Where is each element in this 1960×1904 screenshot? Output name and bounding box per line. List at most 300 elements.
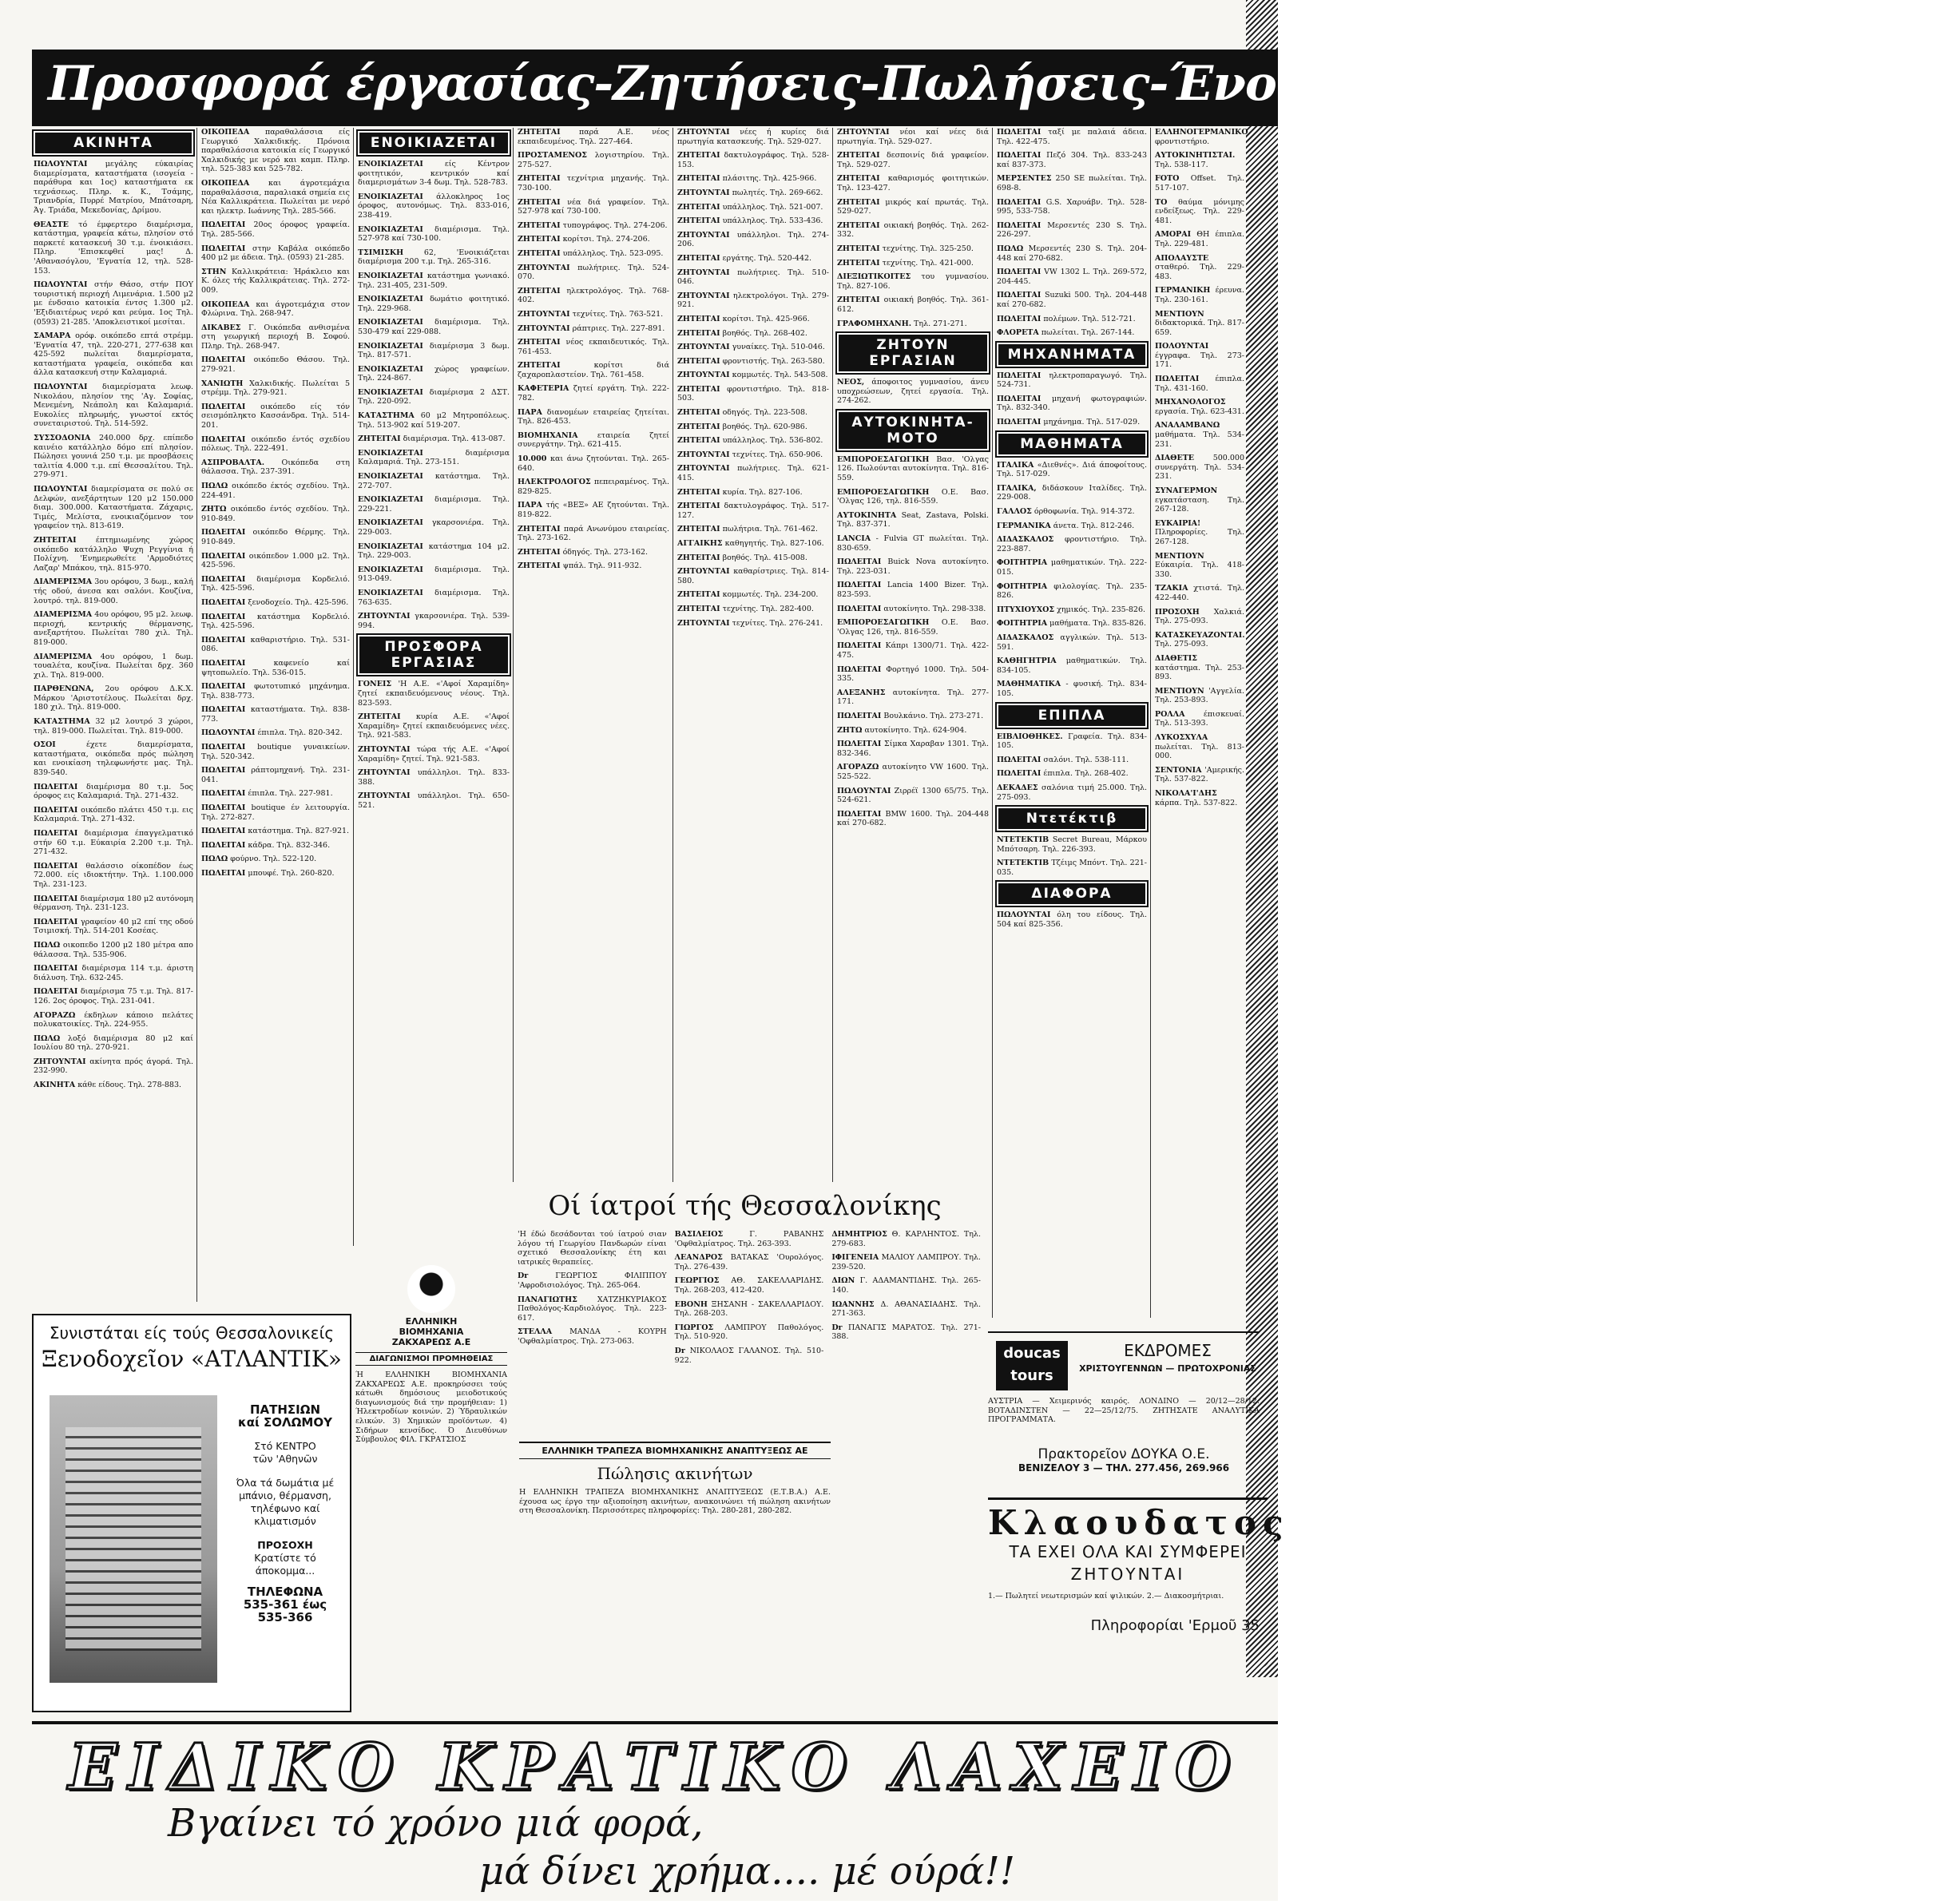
classified-ad: ΠΩΛΕΙΤΑΙ μπουφέ. Τηλ. 260-820. — [201, 869, 335, 878]
classified-ad: ΖΗΤΕΙΤΑΙ έπτημιωμένης χώρος οικόπεδο κατάλληλο Ψυχη Ρεγγίνια ή Πολίχνη. 'Ενημερωθείτε 'Αρμοδιότες Λαζαρ' Μπάκου, τηλ. 815-970. — [34, 535, 193, 573]
classified-ad: ΠΤΥΧΙΟΥΧΟΣ χημικός. Τηλ. 235-826. — [997, 605, 1146, 614]
column-oikopeda — [201, 128, 350, 1302]
classified-ad: ΠΩΛΕΙΤΑΙ οικόπεδο Θέρμης. Τηλ. 910-849. — [201, 528, 350, 546]
classified-ad: ΖΗΤΕΙΤΑΙ κορίτσι διά ζαχαροπλαστείον. Τηλ. 761-458. — [518, 361, 669, 379]
classified-ad: ΠΩΛΟΥΝΤΑΙ όλη του είδους. Τηλ. 504 καί 825-356. — [997, 910, 1147, 930]
classified-ad: ΖΗΤΕΙΤΑΙ οδηγός. Τηλ. 223-508. — [677, 408, 808, 418]
classified-ad: ΗΛΕΚΤΡΟΛΟΓΟΣ πεπειραμένος. Τηλ. 829-825. — [518, 478, 669, 496]
classified-ad: ΠΩΛΕΙΤΑΙ στην Καβάλα οικόπεδο 400 μ2 με άδεια. Τηλ. (0593) 21-285. — [201, 244, 350, 263]
classified-ad: ΖΗΤΕΙΤΑΙ οικιακή βοηθός. Τηλ. 262-332. — [837, 220, 989, 240]
classified-ad: ΒΑΣΙΛΕΙΟΣ Γ. ΡΑΒΑΝΗΣ 'Οφθαλμίατρος. Τηλ. 263-393. — [674, 1230, 824, 1248]
atlantik-loc1: Στό ΚΕΝΤΡΟ — [254, 1440, 316, 1452]
klaoudatos-body: 1.— Πωλητεί νεωτερισμών καί ψιλικών. 2.— Διακοσμήτριαι. — [988, 1592, 1224, 1601]
classified-ad: ΖΗΤΕΙΤΑΙ βοηθός. Τηλ. 620-986. — [677, 422, 807, 431]
classified-ad: ΑΠΟΛΑΥΣΤΕ σταθερό. Τηλ. 229-483. — [1155, 253, 1244, 281]
etva-bank-ad — [519, 1442, 831, 1521]
classified-ad: ΕΜΠΟΡΟΕΣΑΓΩΓΙΚΗ Βασ. 'Ολγας 126. Πωλούνται αυτοκίνητα. Τηλ. 816-559. — [837, 454, 989, 483]
section-heading-detective: Ντετέκτιβ — [997, 807, 1147, 831]
column-rule — [353, 128, 354, 1246]
column-ziteitai — [518, 128, 669, 1182]
ad-list — [201, 128, 350, 879]
column-rule — [196, 128, 197, 1302]
classified-ad: ΖΗΤΕΙΤΑΙ νέος εκπαιδευτικός. Τηλ. 761-453. — [518, 338, 669, 356]
classified-ad: ΠΩΛΕΙΤΑΙ μηχάνημα. Τηλ. 517-029. — [997, 418, 1141, 427]
column-rule — [992, 128, 993, 1318]
classified-ad: ΕΝΟΙΚΙΑΖΕΤΑΙ κατάστημα. Τηλ. 272-707. — [358, 472, 510, 490]
classified-ad: ΖΗΤΕΙΤΑΙ μικρός καί πρωτάς. Τηλ. 529-027. — [837, 197, 989, 216]
classified-ad: ΔΙΑΘΕΤΙΣ κατάστημα. Τηλ. 253-893. — [1155, 653, 1244, 682]
classified-ad: ΖΗΤΕΙΤΑΙ όδηγός. Τηλ. 273-162. — [518, 547, 649, 557]
classified-ad: Dr ΠΑΝΑΓΙΣ ΜΑΡΑΤΟΣ. Τηλ. 271-388. — [831, 1323, 981, 1342]
classified-ad: ΖΗΤΕΙΤΑΙ νέα διά γραφείον. Τηλ. 527-978 καί 730-100. — [518, 197, 669, 216]
classified-ad: ΕΛΛΗΝΟΓΕΡΜΑΝΙΚΟ φροντιστήριο. — [1155, 128, 1248, 146]
classified-ad: ΣΥΝΑΓΕΡΜΟΝ εγκατάσταση. Τηλ. 267-128. — [1155, 486, 1244, 514]
classified-ad: ΓΟΝΕΙΣ 'Η Α.Ε. «'Αφοί Χαραμίδη» ζητεί εκπαιδευόμενους νέους. Τηλ. 823-593. — [358, 680, 510, 708]
classified-ad: ΦΟΙΤΗΤΡΙΑ μαθηματικών. Τηλ. 222-015. — [997, 558, 1147, 577]
section-heading-mathimata: ΜΑΘΗΜΑΤΑ — [997, 432, 1147, 456]
classified-ad: ΖΗΤΕΙΤΑΙ υπάλληλος. Τηλ. 523-095. — [518, 248, 664, 258]
classified-ad: ΖΗΤΕΙΤΑΙ διαμέρισμα. Τηλ. 413-087. — [358, 434, 506, 444]
bio-name2: ΒΙΟΜΗΧΑΝΙΑ — [399, 1327, 464, 1337]
column-autokinita — [837, 128, 989, 1182]
classified-ad: ΝΤΕΤΕΚΤΙΒ Secret Bureau, Μάρκου Μπότσαρη. Τηλ. 226-393. — [997, 835, 1147, 854]
atlantik-desc: Όλα τά δωμάτια μέ μπάνιο, θέρμανση, τηλέφωνο καί κλιματισμόν — [236, 1477, 335, 1527]
classified-ad: ΠΩΛΕΙΤΑΙ διαμέρισμα έπαγγελματικό στήν 60 τ.μ. Εύκαιρία 2.200 τ.μ. Τηλ. 271-432. — [34, 829, 193, 857]
classified-ad: ΠΩΛΕΙΤΑΙ καταστήματα. Τηλ. 838-773. — [201, 705, 350, 724]
classified-ad: ΠΡΟΣΤΑΜΕΝΟΣ λογιστηρίου. Τηλ. 275-527. — [518, 151, 669, 169]
classified-ad: ΣΤΗΝ Καλλικράτεια: Ήράκλειο και Κ. όλες τής Καλλικράτειας. Τηλ. 272-009. — [201, 267, 350, 295]
classified-ad: ΖΗΤΕΙΤΑΙ κυρία Α.Ε. «'Αφοί Χαραμίδη» ζητεί εκπαιδευόμενες νέες. Τηλ. 921-583. — [358, 712, 510, 740]
classified-ad: ΠΩΛΕΙΤΑΙ Πεζό 304. Τηλ. 833-243 καί 837-373. — [997, 151, 1147, 169]
doucas-addr: ΒΕΝΙΖΕΛΟΥ 3 — ΤΗΛ. 277.456, 269.966 — [1018, 1462, 1230, 1474]
classified-ad: ΖΗΤΩ αυτοκίνητο. Τηλ. 624-904. — [837, 725, 967, 735]
ad-list — [518, 128, 669, 571]
classified-ad: ΚΑΦΕΤΕΡΙΑ ζητεί εργάτη. Τηλ. 222-782. — [518, 384, 669, 403]
section-heading-autokinita-moto: ΑΥΤΟΚΙΝΗΤΑ-ΜΟΤΟ — [837, 411, 989, 450]
classified-ad: ΕΝΟΙΚΙΑΖΕΤΑΙ διαμέρισμα 3 δωμ. Τηλ. 817-571. — [358, 341, 510, 360]
section-heading-zitoun-ergasian: ΖΗΤΟΥΝ ΕΡΓΑΣΙΑΝ — [837, 333, 989, 373]
classified-ad: ΓΕΡΜΑΝΙΚΑ άνετα. Τηλ. 812-246. — [997, 521, 1135, 530]
classified-ad: ΔΙΩΝ Γ. ΑΔΑΜΑΝΤΙΔΗΣ. Τηλ. 265-140. — [831, 1276, 981, 1295]
doucas-body: ΑΥΣΤΡΙΑ — Χειμερινός καιρός. ΛΟΝΔΙΝΟ — 20/12—28/12. ΒΟΤΑΔΙΝΣΤΕΝ — 22—25/12/75. ΖΗΤΗΣΑΤΕ ΑΝΑΛΥΤΙΚΑ ΠΡΟΓΡΑΜΜΑΤΑ. — [988, 1397, 1260, 1425]
classified-ad: ΠΡΟΣΟΧΗ Χαλκιά. Τηλ. 275-093. — [1155, 607, 1244, 626]
ad-list — [1155, 128, 1248, 807]
doucas-tours-logo — [996, 1341, 1068, 1390]
classified-ad: ΠΩΛΕΙΤΑΙ Κάπρι 1300/71. Τηλ. 422-475. — [837, 641, 989, 660]
banner-title: Προσφορά έργασίας-Ζητήσεις-Πωλήσεις-Ένοικιάσεις-Άγοραί-Ακίνητα — [48, 56, 1960, 112]
bio-name1: ΕΛΛΗΝΙΚΗ — [405, 1316, 458, 1327]
classified-ad: ΔΗΜΗΤΡΙΟΣ Θ. ΚΑΡΛΗΝΤΟΣ. Τηλ. 279-683. — [831, 1230, 981, 1248]
etva-subtitle: Πώλησις ακινήτων — [597, 1464, 753, 1483]
classified-ad: ΠΩΛΟΥΝΤΑΙ μεγάλης εύκαιρίας διαμερίσματα, καταστήματα (ισογεία - παράθυρα και 1ος) καταστήματα εκ τεχνάσεως. Πληρ. κ. Κ., Τσάμης, Τριανδρία, Πυρρέ Ματρίου, Μπάτσαρη, Άγ. Τριάδα, Μεκεδονίας, Δρίμου. — [34, 160, 193, 215]
classified-ad: ΔΙΕΞΙΩΤΙΚΟΙΤΕΣ του γυμνασίου. Τηλ. 827-106. — [837, 272, 989, 291]
classified-ad: ΖΗΤΟΥΝΤΑΙ υπάλληλοι. Τηλ. 833-388. — [358, 768, 510, 787]
classified-ad: ΕΝΟΙΚΙΑΖΕΤΑΙ διαμέρισμα Καλαμαριά. Τηλ. 273-151. — [358, 448, 510, 467]
classified-ad: ΙΩΑΝΝΗΣ Δ. ΑΘΑΝΑΣΙΑΔΗΣ. Τηλ. 271-363. — [831, 1299, 981, 1319]
atlantik-addr2: καί ΣΟΛΩΜΟΥ — [238, 1415, 332, 1430]
classified-ad: ΕΝΟΙΚΙΑΖΕΤΑΙ διαμέρισμα 2 ΔΣΤ. Τηλ. 220-092. — [358, 387, 510, 407]
atlantik-tel: 535-361 έως 535-366 — [243, 1597, 327, 1624]
doucas-subtitle: ΧΡΙΣΤΟΥΓΕΝΝΩΝ — ΠΡΩΤΟΧΡΟΝΙΑΣ — [1079, 1363, 1256, 1374]
classified-ad: ΘΕΑΣΤΕ τό έμφερτερο διαμέρισμα, κατάστημα, γραφεία κάτω, πλησίον στό παρκετέ κατασκευή 30 τ.μ. ένοικιάσει. Πληρ. 'Επισκεφθεί μας! Δ. 'Αθανασόγλου, 'Εγνατία 12, τηλ. 528-153. — [34, 220, 193, 276]
classified-ad: ΠΩΛΕΙΤΑΙ Βουλκάνιο. Τηλ. 273-271. — [837, 711, 984, 720]
classified-ad: ΠΑΡΑ τής «ΒΕΞ» ΑΕ ζητούνται. Τηλ. 819-822. — [518, 501, 669, 519]
ad-list — [358, 680, 510, 810]
classified-ad: ΓΕΩΡΓΙΟΣ ΑΘ. ΣΑΚΕΛΛΑΡΙΔΗΣ. Τηλ. 268-203, 412-420. — [674, 1276, 824, 1295]
classified-ad: ΖΗΤΕΙΤΑΙ δακτυλογράφος. Τηλ. 517-127. — [677, 502, 829, 520]
classified-ad: ΕΝΟΙΚΙΑΖΕΤΑΙ διαμέρισμα. Τηλ. 229-221. — [358, 495, 510, 514]
classified-ad: ΕΝΟΙΚΙΑΖΕΤΑΙ άλλοκληρος 1ος όροφος, αυτονόμως. Τηλ. 833-016, 238-419. — [358, 192, 510, 220]
klaoudatos-ad — [988, 1497, 1290, 1708]
doucas-agency: Πρακτορεῖον ΔΟΥΚΑ Ο.Ε. — [1038, 1446, 1210, 1462]
ad-list — [997, 910, 1147, 929]
classified-ad: 10.000 και άνω ζητούνται. Τηλ. 265-640. — [518, 454, 669, 473]
classified-ad: ΠΩΛΕΙΤΑΙ Σίμκα Χαραβαν 1301. Τηλ. 832-346. — [837, 740, 989, 758]
biomixania-zaxareos-ad — [355, 1262, 507, 1450]
classified-ad: ΠΩΛΕΙΤΑΙ έπιπλα. Τηλ. 431-160. — [1155, 375, 1244, 393]
classified-ad: ΖΗΤΕΙΤΑΙ ηλεκτρολόγος. Τηλ. 768-402. — [518, 286, 669, 305]
ad-list — [837, 378, 989, 406]
atlantik-loc2: τῶν 'Αθηνῶν — [252, 1453, 318, 1465]
classified-ad: ΠΩΛΕΙΤΑΙ VW 1302 L. Τηλ. 269-572, 204-445. — [997, 268, 1147, 286]
ad-list — [997, 371, 1147, 427]
classified-ad: ΣΥΣΣΟΔΟΝΙΑ 240.000 δρχ. επίπεδο καινέιο κατάλληλο δόμο επί πλησίον. Πώλησει γουνιά 250 τ.μ. με προσβάσεις ταλιτία 4.000 τ.μ. επί Θεσσαλίτου. Τηλ. 279-971. — [34, 434, 193, 480]
classified-ad: ΕΝΟΙΚΙΑΖΕΤΑΙ κατάστημα γωνιακό. Τηλ. 231-405, 231-509. — [358, 271, 510, 290]
doucas-tours-ad — [988, 1331, 1260, 1485]
classified-ad: ΖΗΤΟΥΝΤΑΙ γυναίκες. Τηλ. 510-046. — [677, 343, 825, 352]
classified-ad: ΔΙΑΜΕΡΙΣΜΑ 4ου ορόφου, 1 δωμ. τουαλέτα, κουζίνα. Πωλείται δρχ. 360 χιλ. Τηλ. 819-000. — [34, 652, 193, 680]
classified-ad: ΓΙΩΡΓΟΣ ΛΑΜΠΡΟΥ Παθολόγος. Τηλ. 510-920. — [674, 1323, 824, 1342]
classified-ad: ΒΙΟΜΗΧΑΝΙΑ εταιρεία ζητεί συνεργάτην. Τηλ. 621-415. — [518, 430, 669, 450]
classified-banner — [32, 50, 1960, 126]
classified-ad: ΠΩΛΕΙΤΑΙ οικόπεδον 1.000 μ2. Τηλ. 425-596. — [201, 551, 350, 570]
classified-ad: ΖΗΤΟΥΝΤΑΙ τώρα τής Α.Ε. «'Αφοί Χαραμίδη» ζητεί. Τηλ. 921-583. — [358, 744, 510, 764]
classified-ad: ΑΣΠΡΟΒΑΛΤΑ. Οικόπεδα στη θάλασσα. Τηλ. 237-391. — [201, 458, 350, 477]
classified-ad: ΔΙΚΑΒΕΣ Γ. Οικόπεδα ανθισμένα στη γεωργική περιοχή Β. Σοφού. Πληρ. Τηλ. 268-947. — [201, 323, 350, 351]
classified-ad: ΖΗΤΕΙΤΑΙ δεσποινίς διά γραφείον. Τηλ. 529-027. — [837, 151, 989, 169]
classified-ad: ΖΗΤΕΙΤΑΙ κορίτσι. Τηλ. 274-206. — [518, 235, 650, 244]
classified-ad: ΕΝΟΙΚΙΑΖΕΤΑΙ κατάστημα 104 μ2. Τηλ. 229-003. — [358, 541, 510, 561]
classified-ad: ΣΑΜΑΡΑ ορόφ. οικόπεδο επτά στρέμμ. 'Εγνατία 47, τηλ. 220-271, 277-638 και 425-592 πωλείται διαμερίσματα, καταστήματα γραφεία, οικόπεδα και άλλα κατασκευή στην Καλαμαριά. — [34, 331, 193, 378]
classified-ad: ΑΥΤΟΚΙΝΗΤΑ Seat, Zastava, Polski. Τηλ. 837-371. — [837, 510, 989, 530]
classified-ad: ΟΙΚΟΠΕΔΑ και άγροτεμάχια παραθαλάσσια, παραλιακά σημεία εις Νέα Καλλικράτεια. Πωλείται με νερό και ηλεκτρ. Ιωάννης Τηλ. 285-566. — [201, 178, 350, 216]
classified-ad: ΠΩΛΕΙΤΑΙ 20ος όροφος γραφεία. Τηλ. 285-566. — [201, 220, 350, 239]
classified-ad: LANCIA - Fulvia GT πωλείται. Τηλ. 830-659. — [837, 534, 989, 553]
classified-ad: ΕΝΟΙΚΙΑΖΕΤΑΙ διαμέρισμα. Τηλ. 913-049. — [358, 565, 510, 584]
classified-ad: ΠΩΛΕΙΤΑΙ BMW 1600. Τηλ. 204-448 καί 270-682. — [837, 809, 989, 828]
classified-ad: ΣΤΕΛΛΑ ΜΑΝΔΑ - ΚΟΥΡΗ 'Οφθαλμίατρος. Τηλ. 273-063. — [518, 1327, 667, 1346]
classified-ad: ΠΩΛΕΙΤΑΙ διαμέρισμα 80 τ.μ. 5ος όροφος εις Καλαμαριά. Τηλ. 271-432. — [34, 782, 193, 801]
hotel-windows — [65, 1427, 201, 1651]
classified-ad: FOTO Offset. Τηλ. 517-107. — [1155, 174, 1244, 192]
classified-ad: ΑΓΟΡΑΖΩ έκδηλων κάποιο πελάτες πολυκατοικίες. Τηλ. 224-955. — [34, 1010, 193, 1029]
lottery-line2: μά δίνει χρήμα.... μέ ούρά!! — [479, 1849, 1016, 1894]
classified-ad: ΛΕΑΝΔΡΟΣ ΒΑΤΑΚΑΣ 'Ουρολόγος. Τηλ. 276-439. — [674, 1253, 824, 1271]
ad-list — [837, 128, 989, 328]
ad-list — [837, 455, 989, 828]
classified-ad: ΖΗΤΟΥΝΤΑΙ τεχνίτες. Τηλ. 763-521. — [518, 309, 664, 319]
classified-ad: ΠΩΛΕΙΤΑΙ Buick Nova αυτοκίνητο. Τηλ. 223-031. — [837, 557, 989, 576]
classified-ad: ΠΩΛΕΙΤΑΙ αυτοκίνητο. Τηλ. 298-338. — [837, 604, 986, 613]
classified-ad: ΔΕΚΑΔΕΣ σαλόνια τιμή 25.000. Τηλ. 275-093. — [997, 783, 1147, 802]
atlantik-line1: Συνιστάται είς τούς Θεσσαλονικείς — [49, 1323, 335, 1343]
classified-ad: ΚΑΤΑΣΤΗΜΑ 32 μ2 λουτρό 3 χώροι, τηλ. 819-000. Πωλείται. Τηλ. 819-000. — [34, 717, 193, 736]
classified-ad: ΕΝΟΙΚΙΑΖΕΤΑΙ είς Κέντρον φοιτητικόν, κεντρικόν καί διαμερισμάτων 3-4 δωμ. Τηλ. 528-783. — [358, 160, 510, 188]
classified-ad: ΜΕΝΤΙΟΥΝ διδακτορικά. Τηλ. 817-659. — [1155, 309, 1244, 337]
classified-ad: ΕΝΟΙΚΙΑΖΕΤΑΙ δωμάτιο φοιτητικό. Τηλ. 229-968. — [358, 295, 510, 313]
classified-ad: ΠΩΛΕΙΤΑΙ γραφείον 40 μ2 επί της οδού Τσιμισκή. Τηλ. 514-201 Κοσέας. — [34, 917, 193, 936]
classified-ad: ΖΗΤΕΙΤΑΙ πωλήτρια. Τηλ. 761-462. — [677, 525, 818, 534]
ad-list — [34, 160, 193, 1090]
atlantik-note1: ΠΡΟΣΟΧΗ — [257, 1539, 313, 1551]
section-heading-prosfora-ergasias: ΠΡΟΣΦΟΡΑ ΕΡΓΑΣΙΑΣ — [358, 635, 510, 675]
doucas-logo2: tours — [1010, 1367, 1053, 1384]
column-misc — [1155, 128, 1248, 1318]
classified-ad: ΖΗΤΕΙΤΑΙ τυπογράφος. Τηλ. 274-206. — [518, 220, 668, 230]
column-zitountai — [677, 128, 829, 1182]
classified-ad: ΔΙΔΑΣΚΑΛΟΣ φροντιστήριο. Τηλ. 223-887. — [997, 535, 1147, 553]
classified-ad: ΖΗΤΕΙΤΑΙ βοηθός. Τηλ. 268-402. — [677, 328, 807, 338]
classified-ad: ΠΩΛΟΥΝΤΑΙ Ζιρρέϊ 1300 65/75. Τηλ. 524-621. — [837, 786, 989, 805]
classified-ad: ΖΗΤΕΙΤΑΙ τεχνίτρια μηχανής. Τηλ. 730-100. — [518, 174, 669, 192]
classified-ad: ΕΝΟΙΚΙΑΖΕΤΑΙ γκαρσονιέρα. Τηλ. 229-003. — [358, 518, 510, 537]
classified-ad: ΕΒΟΝΗ ΞΗΣΑΝΗ - ΣΑΚΕΛΛΑΡΙΔΟΥ. Τηλ. 268-203. — [674, 1299, 824, 1319]
classified-ad: ΓΕΡΜΑΝΙΚΗ έρευνα. Τηλ. 230-161. — [1155, 286, 1244, 304]
classified-ad: ΑΚΙΝΗΤΑ κάθε είδους. Τηλ. 278-883. — [34, 1081, 182, 1090]
classified-ad: ΠΩΛΕΙΤΑΙ οικόπεδο έντός σχεδίου πόλεως. Τηλ. 222-491. — [201, 434, 350, 454]
classified-ad: ΖΗΤΕΙΤΑΙ υπάλληλος. Τηλ. 521-007. — [677, 202, 823, 212]
kratiko-laxeio-ad — [32, 1721, 1278, 1904]
classified-ad: ΖΗΤΕΙΤΑΙ παρά Ανωνύμου εταιρείας. Τηλ. 273-162. — [518, 524, 669, 543]
classified-ad: ΤΣΙΜΙΣΚΗ 62, 'Ενοικιάζεται διαμέρισμα 200 τ.μ. Τηλ. 265-316. — [358, 248, 510, 267]
classified-ad: ΓΑΛΛΟΣ όρθοφωνία. Τηλ. 914-372. — [997, 507, 1135, 517]
classified-ad: ΚΑΤΑΣΤΗΜΑ 60 μ2 Μητροπόλεως. Τηλ. 513-902 καί 519-207. — [358, 411, 510, 430]
classified-ad: ΠΩΛΩ Μερσεντές 230 S. Τηλ. 204-448 καί 270-682. — [997, 244, 1147, 263]
column-rule — [1150, 128, 1151, 1318]
classified-ad: ΕΙΒΛΙΟΘΗΚΕΣ. Γραφεία. Τηλ. 834-105. — [997, 732, 1147, 751]
classified-ad: ΖΗΤΕΙΤΑΙ κορίτσι. Τηλ. 425-966. — [677, 314, 810, 323]
classified-ad: ΓΡΑΦΟΜΗΧΑΝΗ. Τηλ. 271-271. — [837, 319, 967, 328]
classified-ad: ΠΩΛΕΙΤΑΙ G.S. Χαρυάβν. Τηλ. 528-995, 533-758. — [997, 197, 1147, 216]
classified-ad: ΠΩΛΕΙΤΑΙ ηλεκτροπαραγωγό. Τηλ. 524-731. — [997, 371, 1147, 390]
classified-ad: ΟΣΟΙ έχετε διαμερίσματα, καταστήματα, οικόπεδα πρός πώληση και ενοικίαση τηλεφωνήστε μας. Τηλ. 839-540. — [34, 740, 193, 778]
bio-body: Ή ΕΛΛΗΝΙΚΗ ΒΙΟΜΗΧΑΝΙΑ ΖΑΚΧΑΡΕΩΣ Α.Ε. προκηρύσσει τούς κάτωθι δημόσιους μειοδοτικούς διαγωνισμούς διά την προμήθειαν: 1) Ήλεκτροδίων κοινών. 2) Ύδραυλικών ελικών. 3) Χημικών προϊόντων. 4) Σιδήρων κενσίδος. Ό Διευθύνων Σύμβουλος ΦΙΛ. ΓΚΡΑΤΣΙΟΣ — [355, 1370, 507, 1445]
classified-ad: ΠΩΛΩ οικόπεδο έκτός σχεδίου. Τηλ. 224-491. — [201, 482, 350, 500]
etva-body: Η ΕΛΛΗΝΙΚΗ ΤΡΑΠΕΖΑ ΒΙΟΜΗΧΑΝΙΚΗΣ ΑΝΑΠΤΥΞΕΩΣ (Ε.Τ.Β.Α.) Α.Ε. έχουσα ως έργο την αξιοποίηση ακινήτων, ανακοινώνει τή πώληση ακινήτων στη Θεσσαλονίκη. Περισσότερες πληροφορίες: Τηλ. 280-281, 280-282. — [519, 1488, 831, 1516]
section-heading-michanimata: ΜΗΧΑΝΗΜΑΤΑ — [997, 343, 1147, 367]
classified-ad: ΠΩΛΕΙΤΑΙ Μερσεντές 230 S. Τηλ. 226-297. — [997, 220, 1147, 240]
column-mathimata — [997, 128, 1147, 1318]
classified-ad: ΟΙΚΟΠΕΔΑ παραθαλάσσια είς Γεωργικό Χαλκιδικής. Πρόνοια παραθαλάσσια κατοικία είς Γεωργικό Χαλκιδικής με νερό και καμπ. Πληρ. τηλ. 525-383 και 525-782. — [201, 128, 350, 174]
classified-ad: ΠΩΛΕΙΤΑΙ boutique γυναικείων. Τηλ. 520-342. — [201, 743, 350, 761]
classified-ad: ΚΑΤΑΣΚΕΥΑΖΟΝΤΑΙ. Τηλ. 275-093. — [1155, 630, 1245, 649]
beet-logo-icon — [407, 1265, 455, 1313]
classified-ad: ΖΗΤΕΙΤΑΙ εργάτης. Τηλ. 520-442. — [677, 253, 812, 263]
classified-ad: ΠΩΛΕΙΤΑΙ κατάστημα Κορδελιό. Τηλ. 425-596. — [201, 612, 350, 631]
classified-ad: ΚΑΘΗΓΗΤΡΙΑ μαθηματικών. Τηλ. 834-105. — [997, 656, 1147, 675]
classified-ad: ΜΕΝΤΙΟΥΝ Εύκαιρία. Τηλ. 418-330. — [1155, 551, 1244, 579]
classified-ad: ΖΗΤΕΙΤΑΙ κομμωτές. Τηλ. 234-200. — [677, 590, 819, 600]
atlantik-details — [229, 1403, 341, 1624]
classified-ad: ΖΗΤΟΥΝΤΑΙ ακίνητα πρός άγορά. Τηλ. 232-990. — [34, 1057, 193, 1076]
classified-ad: ΠΩΛΕΙΤΑΙ θαλάσσιο οίκοπέδον έως 72.000. είς ιδιοκτήτην. Τηλ. 1.100.000 Τηλ. 231-123. — [34, 861, 193, 889]
section-heading-enoikiazetai: ΕΝΟΙΚΙΑΖΕΤΑΙ — [358, 131, 510, 155]
classified-ad: ΖΗΤΕΙΤΑΙ παρά Α.Ε. νέος εκπαιδευμένος. Τηλ. 227-464. — [518, 128, 669, 146]
classified-ad: ΕΝΟΙΚΙΑΖΕΤΑΙ διαμέρισμα. Τηλ. 763-635. — [358, 588, 510, 607]
classified-ad: ΠΩΛΕΙΤΑΙ κάδρα. Τηλ. 832-346. — [201, 840, 331, 850]
classified-ad: ΠΩΛΕΙΤΑΙ οικόπεδο Θάσου. Τηλ. 279-921. — [201, 355, 350, 375]
classified-ad: ΝΕΟΣ, άποφοιτος γυμνασίου, άνευ υποχρεώσεων, ζητεί εργασία. Τηλ. 274-262. — [837, 378, 989, 406]
classified-ad: ΠΩΛΕΙΤΑΙ ταξί με παλαιά άδεια. Τηλ. 422-475. — [997, 128, 1147, 146]
hotel-atlantik-ad — [32, 1314, 351, 1712]
classified-ad: ΠΩΛΟΥΝΤΑΙ στήν Θάσο, στήν ΠΟΥ τουριστική περιοχή Λιμενάρια. 1.500 μ2 με ένδσαιο κατοικία έντσς 1.300 μ2. 'Εξιδιαιτέρως νερό και ρεύμα. 1ος Τηλ. (0593) 21-285. 'Αποκλειστικοί μεσίται. — [34, 280, 193, 327]
classified-ad: ΤΖΑΚΙΑ χτιστά. Τηλ. 422-440. — [1155, 584, 1244, 602]
classified-ad: ΑΛΕΞΑΝΗΣ αυτοκίνητα. Τηλ. 277-171. — [837, 688, 989, 707]
classified-ad: ΖΗΤΟΥΝΤΑΙ καθαρίστριες. Τηλ. 814-580. — [677, 567, 829, 585]
classified-ad: ΠΩΛΕΙΤΑΙ πολέμων. Τηλ. 512-721. — [997, 314, 1136, 323]
classified-ad: ΜΕΝΤΙΟΥΝ 'Αγγελία. Τηλ. 253-893. — [1155, 686, 1244, 705]
ad-list — [358, 160, 510, 630]
ad-list — [677, 128, 829, 628]
classified-ad: ΠΑΡΑ διανομέων εταιρείας ζητείται. Τηλ. 826-453. — [518, 407, 669, 426]
classified-ad: ΖΗΤΕΙΤΑΙ τεχνίτης. Τηλ. 421-000. — [837, 258, 974, 268]
classified-ad: ΖΗΤΟΥΝΤΑΙ ράπτριες. Τηλ. 227-891. — [518, 323, 665, 333]
classified-ad: ΠΩΛΕΙΤΑΙ έπιπλα. Τηλ. 227-981. — [201, 789, 333, 799]
ad-list — [997, 128, 1147, 338]
classified-ad: ΖΗΤΟΥΝΤΑΙ νέοι καί νέες διά πρωτηγία. Τηλ. 529-027. — [837, 128, 989, 146]
classified-ad: ΠΩΛΕΙΤΑΙ διαμέρισμα 114 τ.μ. άριστη διάλυση. Τηλ. 632-245. — [34, 964, 193, 982]
doctors-list — [518, 1230, 981, 1438]
classified-ad: ΠΩΛΕΙΤΑΙ Suzuki 500. Τηλ. 204-448 καί 270-682. — [997, 291, 1147, 309]
classified-ad: ΖΗΤΟΥΝΤΑΙ πωλήτριες. Τηλ. 510-046. — [677, 268, 829, 287]
section-heading-diafora: ΔΙΑΦΟΡΑ — [997, 882, 1147, 906]
classified-ad: ΜΕΡΣΕΝΤΕΣ 250 SE πωλείται. Τηλ. 698-8. — [997, 174, 1147, 192]
classified-ad: Dr ΝΙΚΟΛΑΟΣ ΓΑΛΑΝΟΣ. Τηλ. 510-922. — [674, 1346, 824, 1365]
classified-ad: ΖΗΤΕΙΤΑΙ τεχνίτης. Τηλ. 325-250. — [837, 244, 974, 253]
classified-ad: ΑΝΑΛΑΜΒΑΝΩ μαθήματα. Τηλ. 534-231. — [1155, 421, 1244, 449]
classified-ad: ΕΝΟΙΚΙΑΖΕΤΑΙ διαμέρισμα. Τηλ. 530-479 καί 229-088. — [358, 318, 510, 336]
classified-ad: ΙΤΑΛΙΚΑ «Διεθνές». Διά άποφοίτους. Τηλ. 517-029. — [997, 460, 1147, 479]
classified-ad: ΖΗΤΟΥΝΤΑΙ κομμωτές. Τηλ. 543-508. — [677, 371, 828, 380]
classified-ad: ΠΩΛΕΙΤΑΙ οικόπεδο πλάτει 450 τ.μ. εις Καλαμαριά. Τηλ. 271-432. — [34, 805, 193, 824]
classified-ad: ΠΑΝΑΓΙΩΤΗΣ ΧΑΤΖΗΚΥΡΙΑΚΟΣ Παθολόγος-Καρδιολόγος. Τηλ. 223-617. — [518, 1295, 667, 1323]
classified-ad: ΠΩΛΕΙΤΑΙ boutique έν λειτουργία. Τηλ. 272-827. — [201, 803, 350, 822]
classified-ad: ΠΩΛΕΙΤΑΙ διαμέρισμα Κορδελιό. Τηλ. 425-596. — [201, 574, 350, 593]
atlantik-line2: Ξενοδοχεῖον «ΑΤΛΑΝΤΙΚ» — [42, 1346, 342, 1372]
bio-name3: ΖΑΚΧΑΡΕΩΣ Α.Ε — [391, 1337, 471, 1347]
classified-ad: ΠΩΛΕΙΤΑΙ οικόπεδο είς τόν σεισμόπληκτο Κασσάνδρα. Τηλ. 514-201. — [201, 402, 350, 430]
classified-ad: ΖΗΤΕΙΤΑΙ φροντιστήριο. Τηλ. 818-503. — [677, 384, 829, 403]
classified-ad: ΝΤΕΤΕΚΤΙΒ Τζέιμς Μπόντ. Τηλ. 221-035. — [997, 859, 1147, 877]
ad-list — [997, 461, 1147, 699]
classified-ad: ΦΟΙΤΗΤΡΙΑ μαθήματα. Τηλ. 835-826. — [997, 619, 1146, 629]
classified-ad: ΔΙΑΜΕΡΙΣΜΑ 4ου ορόφου, 95 μ2. λεωφ. περιοχή, κεντρικής θέρμανσης, ανεξαρτήτου. Πωλείται 780 χιλ. Τηλ. 819-000. — [34, 610, 193, 647]
classified-ad: ΠΩΛΕΙΤΑΙ Lancia 1400 Bizer. Τηλ. 823-593. — [837, 581, 989, 599]
classified-ad: ΖΗΤΕΙΤΑΙ τεχνίτης. Τηλ. 282-400. — [677, 604, 814, 613]
classified-ad: ΟΙΚΟΠΕΔΑ και άγροτεμάχια στον Φλώρινα. Τηλ. 268-947. — [201, 299, 350, 319]
classified-ad: ΣΕΝΤΟΝΙΑ 'Αμερικής. Τηλ. 537-822. — [1155, 765, 1244, 784]
classified-ad: ΠΩΛΩ φούρνο. Τηλ. 522-120. — [201, 855, 317, 864]
atlantik-addr1: ΠΑΤΗΣΙΩΝ — [249, 1402, 321, 1417]
classified-ad: ΛΥΚΟΣΧΥΛΑ πωλείται. Τηλ. 813-000. — [1155, 733, 1244, 761]
classified-ad: ΠΩΛΕΙΤΑΙ ξενοδοχείο. Τηλ. 425-596. — [201, 597, 349, 607]
column-rule — [513, 128, 514, 1182]
classified-ad: Dr ΓΕΩΡΓΙΟΣ ΦΙΛΙΠΠΟΥ 'Αφροδισιολόγος. Τηλ. 265-064. — [518, 1271, 667, 1290]
etva-title: ΕΛΛΗΝΙΚΗ ΤΡΑΠΕΖΑ ΒΙΟΜΗΧΑΝΙΚΗΣ ΑΝΑΠΤΥΞΕΩΣ ΑΕ — [519, 1442, 831, 1459]
classified-ad: ΝΙΚΟΛΑ'Ι'ΔΗΣ κάρπα. Τηλ. 537-822. — [1155, 789, 1238, 807]
classified-ad: ΖΗΤΕΙΤΑΙ βοηθός. Τηλ. 415-008. — [677, 553, 807, 562]
bio-title: ΔΙΑΓΩΝΙΣΜΟΙ ΠΡΟΜΗΘΕΙΑΣ — [355, 1352, 507, 1366]
classified-ad: ΠΩΛΕΙΤΑΙ σαλόνι. Τηλ. 538-111. — [997, 755, 1129, 764]
classified-ad: ΠΩΛΩ οικοπεδο 1200 μ2 180 μέτρα απο θάλασσα. Τηλ. 535-906. — [34, 940, 193, 959]
classified-ad: ΠΩΛΕΙΤΑΙ διαμέρισμα 75 τ.μ. Τηλ. 817-126. 2ος όροφος. Τηλ. 231-041. — [34, 987, 193, 1006]
classified-ad: ΠΩΛΕΙΤΑΙ διαμέρισμα 180 μ2 αυτόνομη θέρμανση. Τηλ. 231-123. — [34, 894, 193, 913]
classified-ad: ΜΑΘΗΜΑΤΙΚΑ - φυσική. Τηλ. 834-105. — [997, 680, 1147, 698]
column-rule — [832, 128, 833, 1182]
klaoudatos-sub2: ΖΗΤΟΥΝΤΑΙ — [1070, 1565, 1185, 1584]
hotel-photo — [50, 1395, 217, 1683]
classified-ad: ΠΩΛΕΙΤΑΙ καθαριστήριο. Τηλ. 531-086. — [201, 635, 350, 654]
classified-ad: ΔΙΔΑΣΚΑΛΟΣ αγγλικών. Τηλ. 513-591. — [997, 633, 1147, 652]
classified-ad: ΕΜΠΟΡΟΕΣΑΓΩΓΙΚΗ Ο.Ε. Βασ. 'Ολγας 126, τηλ. 816-559. — [837, 487, 989, 506]
classified-ad: ΖΗΤΕΙΤΑΙ πλάσιτης. Τηλ. 425-966. — [677, 174, 817, 184]
doucas-footer — [988, 1446, 1260, 1474]
classified-ad: ΧΑΝΙΩΤΗ Χαλκιδικής. Πωλείται 5 στρέμμ. Τηλ. 279-921. — [201, 379, 350, 398]
classified-ad: ΖΗΤΕΙΤΑΙ φροντιστής. Τηλ. 263-580. — [677, 356, 825, 366]
classified-ad: ΕΝΟΙΚΙΑΖΕΤΑΙ χώρος γραφείων. Τηλ. 224-867. — [358, 364, 510, 383]
classified-ad: ΠΩΛΕΙΤΑΙ Φορτηγό 1000. Τηλ. 504-335. — [837, 664, 989, 684]
classified-ad: ΠΩΛΕΙΤΑΙ φωτοτυπικό μηχάνημα. Τηλ. 838-773. — [201, 682, 350, 700]
classified-ad: ΑΜΟΡΑΙ ΘΗ έπιπλα. Τηλ. 229-481. — [1155, 230, 1244, 248]
classified-ad: ΔΙΑΘΕΤΕ 500.000 συνεργάτη. Τηλ. 534-231. — [1155, 454, 1244, 482]
classified-ad: ΠΩΛΕΙΤΑΙ έπιπλα. Τηλ. 268-402. — [997, 769, 1129, 779]
classified-ad: ΙΤΑΛΙΚΑ, διδάσκουν Ιταλίδες. Τηλ. 229-008. — [997, 483, 1147, 502]
ad-list — [997, 732, 1147, 803]
classified-ad: ΕΥΚΑΙΡΙΑ! Πληροφορίες. Τηλ. 267-128. — [1155, 518, 1244, 546]
atlantik-note2: Κρατίστε τό άποκομμα... — [254, 1552, 316, 1577]
classified-ad: ΖΗΤΟΥΝΤΑΙ τεχνίτες. Τηλ. 650-906. — [677, 450, 823, 459]
atlantik-tel-label: ΤΗΛΕΦΩΝΑ — [247, 1585, 323, 1599]
classified-ad: ΖΗΤΟΥΝΤΑΙ υπάλληλοι. Τηλ. 650-521. — [358, 791, 510, 810]
classified-ad: ΑΓΓΑΙΚΗΣ καθηγητής. Τηλ. 827-106. — [677, 539, 824, 548]
classified-ad: ΖΗΤΕΙΤΑΙ οικιακή βοηθός. Τηλ. 361-612. — [837, 296, 989, 314]
classified-ad: ΖΗΤΟΥΝΤΑΙ νέες ή κυρίες διά πρωτηγία κατασκευής. Τηλ. 529-027. — [677, 128, 829, 146]
section-heading-epipla: ΕΠΙΠΛΑ — [997, 704, 1147, 728]
classified-ad: ΖΗΤΕΙΤΑΙ κυρία. Τηλ. 827-106. — [677, 487, 803, 497]
classified-ad: ΠΩΛΕΙΤΑΙ καφενείο καί ψητοπωλείο. Τηλ. 536-015. — [201, 658, 350, 677]
classified-ad: ΡΟΛΛΑ έπισκευαί. Τηλ. 513-393. — [1155, 709, 1244, 728]
classified-ad: ΜΗΧΑΝΟΛΟΓΟΣ εργασία. Τηλ. 623-431. — [1155, 398, 1244, 416]
classified-ad: ΠΑΡΘΕΝΩΝΑ, 2ου ορόφου Δ.Κ.Χ. Μάρκου 'Αριστοτέλους. Πωλείται δρχ. 180 χιλ. Τηλ. 819-000. — [34, 684, 193, 712]
classified-ad: ΑΥΤΟΚΙΝΗΤΙΣΤΑΙ. Τηλ. 538-117. — [1155, 151, 1236, 169]
section-heading-akinita: ΑΚΙΝΗΤΑ — [34, 131, 193, 155]
classified-ad: ΠΩΛΕΙΤΑΙ μηχανή φωτογραφιών. Τηλ. 832-340. — [997, 394, 1147, 413]
classified-ad: ΖΗΤΟΥΝΤΑΙ ηλεκτρολόγοι. Τηλ. 279-921. — [677, 291, 829, 310]
classified-ad: ΔΙΑΜΕΡΙΣΜΑ 3ου ορόφου, 3 δωμ., καλή τής οδού, άνεσα και σαλόνι. Κουζίνα, λουτρό. τηλ. 819-000. — [34, 577, 193, 605]
doctors-intro: 'Η έδώ δεσάδονται τού ίατρού σιαν λόγου τή Γεωργίου Πανδωρών είναι σχετικό Θεσσαλονίκης έτη και ιατρικές θεραπείες. — [518, 1230, 667, 1267]
classified-ad: ΦΟΙΤΗΤΡΙΑ φιλολογίας. Τηλ. 235-826. — [997, 581, 1147, 601]
classified-ad: ΠΩΛΟΥΝΤΑΙ έπιπλα. Τηλ. 820-342. — [201, 728, 343, 738]
classified-ad: ΖΗΤΕΙΤΑΙ δακτυλογράφος. Τηλ. 528-153. — [677, 151, 829, 169]
classified-ad: ΕΝΟΙΚΙΑΖΕΤΑΙ διαμέρισμα. Τηλ. 527-978 καί 730-100. — [358, 224, 510, 244]
classified-ad: ΖΗΤΕΙΤΑΙ καθαρισμός φοιτητικών. Τηλ. 123-427. — [837, 174, 989, 192]
classified-ad: ΙΦΙΓΕΝΕΙΑ ΜΑΛΙΟΥ ΛΑΜΠΡΟΥ. Τηλ. 239-520. — [831, 1253, 981, 1271]
ad-list — [997, 835, 1147, 877]
classified-ad: ΖΗΤΕΙΤΑΙ υπάλληλος. Τηλ. 536-802. — [677, 436, 823, 446]
lottery-title: ΕΙΔΙΚΟ ΚΡΑΤΙΚΟ ΛΑΧΕΙΟ — [68, 1729, 1242, 1804]
classified-ad: ΖΗΤΟΥΝΤΑΙ γκαρσονιέρα. Τηλ. 539-994. — [358, 612, 510, 630]
column-akinita — [34, 128, 193, 1302]
